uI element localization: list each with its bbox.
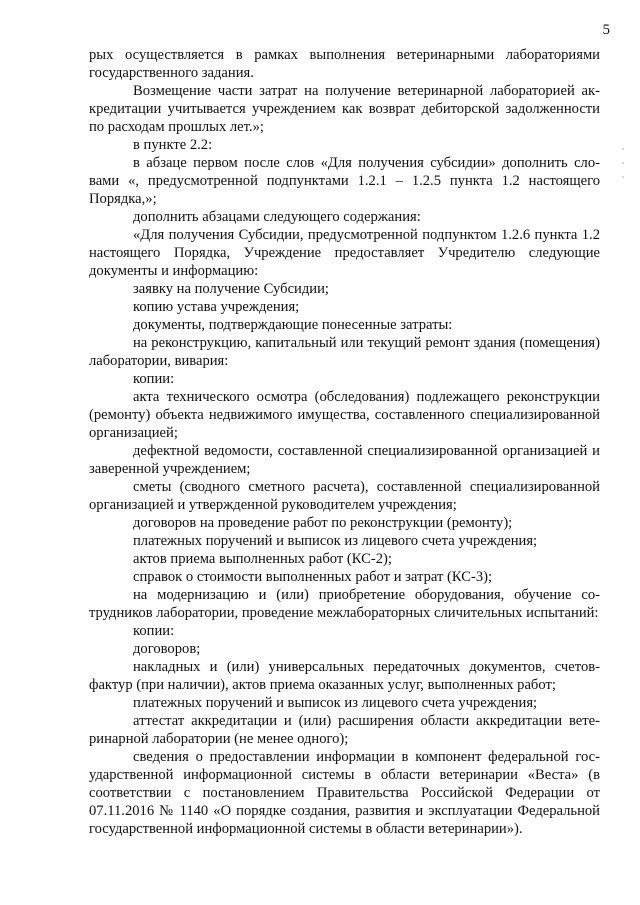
paragraph: копию устава учреждения; bbox=[133, 299, 300, 315]
paragraph: сметы (сводного сметного расчета), составленной специализированной организацией и утвержденной руководителем учреждения; bbox=[89, 479, 600, 513]
paragraph: документы, подтверждающие понесенные затраты: bbox=[133, 317, 453, 333]
paragraph: платежных поручений и выписок из лицевого счета учреждения; bbox=[133, 695, 538, 711]
paragraph: Возмещение части затрат на получение ветеринарной лабораторией аккредитации учитывается учреждением как возврат дебиторской задолженности по расходам прошлых лет.»; bbox=[89, 83, 600, 135]
paragraph: в абзаце первом после слов «Для получения субсидии» дополнить словами «, предусмотренной подпунктами 1.2.1 – 1.2.5 пункта 1.2 настоящего Порядка,»; bbox=[89, 155, 600, 207]
paragraph: «Для получения Субсидии, предусмотренной подпунктом 1.2.6 пункта 1.2 настоящего Порядка, Учреждение предоставляет Учредителю следующие документы и информацию: bbox=[89, 227, 600, 279]
paragraph: акта технического осмотра (обследования) подлежащего реконструкции (ремонту) объекта недвижимого имущества, составленного специализированной организацией; bbox=[89, 389, 600, 441]
paragraph: на модернизацию и (или) приобретение оборудования, обучение сотрудников лаборатории, проведение межлабораторных сличительных испытаний: bbox=[89, 587, 600, 621]
paragraph: накладных и (или) универсальных передаточных документов, счетов-фактур (при наличии), актов приема оказанных услуг, выполненных работ; bbox=[89, 659, 600, 693]
paragraph: копии: bbox=[133, 623, 175, 639]
scan-speck bbox=[622, 148, 624, 150]
paragraph: справок о стоимости выполненных работ и затрат (КС-3); bbox=[133, 569, 493, 585]
paragraph: актов приема выполненных работ (КС-2); bbox=[133, 551, 392, 567]
scan-speck bbox=[622, 162, 624, 164]
paragraph: договоров; bbox=[133, 641, 201, 657]
paragraph: сведения о предоставлении информации в компонент федеральной государственной информационной системы в области ветеринарии «Веста» (в соответствии с постановлением Правительства Российской Федерации от 07.11.2016 № 1140 «О порядке создания, развития и эксплуатации Федеральной государственной информационной системы в области ветеринарии»). bbox=[89, 749, 600, 837]
paragraph: дефектной ведомости, составленной специализированной организацией и заверенной учреждением; bbox=[89, 443, 600, 477]
paragraph: на реконструкцию, капитальный или текущий ремонт здания (помещения) лаборатории, вивария: bbox=[89, 335, 600, 369]
paragraph: заявку на получение Субсидии; bbox=[133, 281, 329, 297]
paragraph: дополнить абзацами следующего содержания: bbox=[133, 209, 421, 225]
paragraph: копии: bbox=[133, 371, 175, 387]
paragraph: рых осуществляется в рамках выполнения ветеринарными лабораториями государственного задания. bbox=[89, 47, 600, 81]
page-number: 5 bbox=[602, 22, 610, 38]
paragraph: аттестат аккредитации и (или) расширения области аккредитации ветеринарной лаборатории (не менее одного); bbox=[89, 713, 600, 747]
paragraph: платежных поручений и выписок из лицевого счета учреждения; bbox=[133, 533, 538, 549]
paragraph: в пункте 2.2: bbox=[133, 137, 213, 153]
paragraph: договоров на проведение работ по реконструкции (ремонту); bbox=[133, 515, 513, 531]
scan-speck bbox=[622, 176, 624, 178]
document-body bbox=[89, 46, 600, 838]
